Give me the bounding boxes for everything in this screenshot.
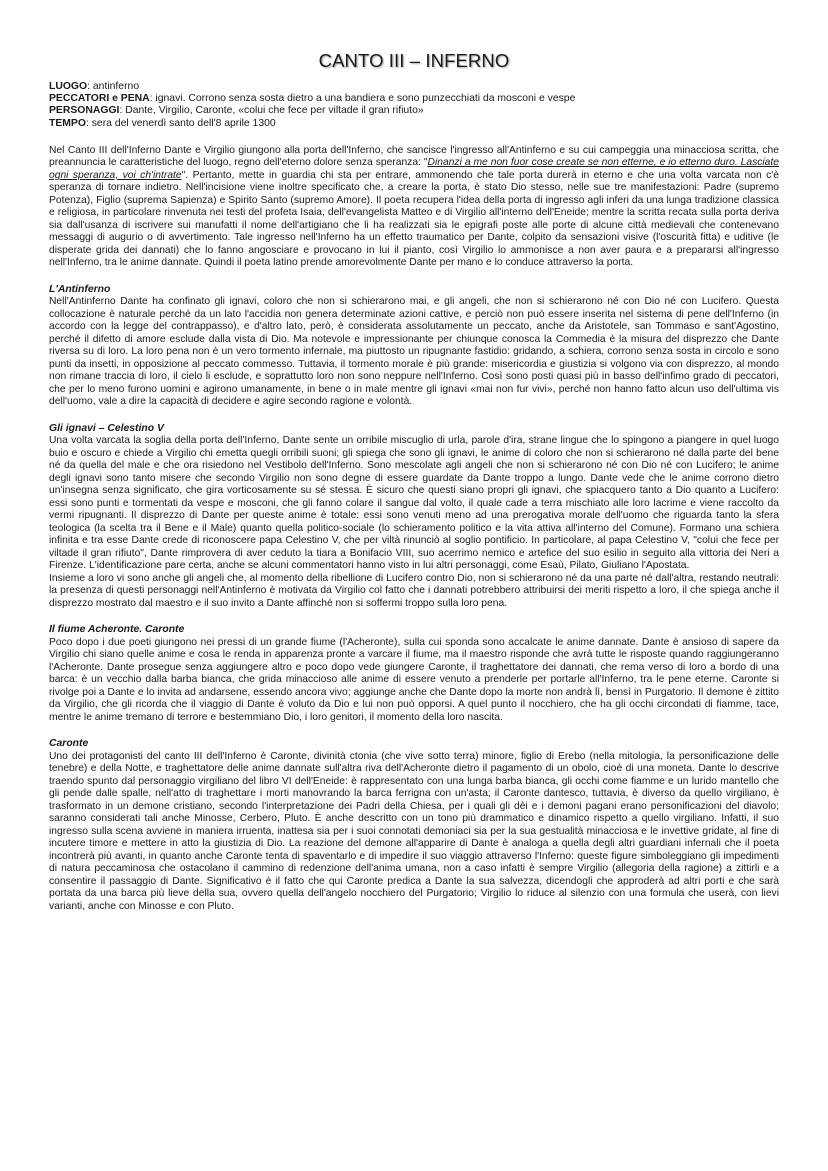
meta-tempo-label: TEMPO bbox=[49, 117, 86, 129]
meta-personaggi-value: : Dante, Virgilio, Caronte, «colui che fece per viltade il gran rifiuto» bbox=[119, 105, 424, 117]
section-paragraph: Uno dei protagonisti del canto III dell'Inferno è Caronte, divinità ctonia (che vive sotto terra) minore, figlio di Erebo (nella mitologia, la personificazione delle tenebre) e della Notte, e traghettatore delle anime dannate sull'altra riva dell'Acheronte dietro il pagamento di un obolo, cioè di una moneta. Dante lo descrive traendo spunto dal personaggio virgiliano del libro VI dell'Eneide: è rappresentato con una lunga barba bianca, gli occhi come fiamme e un lurido mantello che gli pende dalle spalle, nell'atto di traghettare i morti manovrando la barca ferrigna con un'asta; il Caronte dantesco, tuttavia, è diverso da quello virgiliano, è trasformato in un demone cristiano, secondo l'interpretazione dei Padri della Chiesa, per i quali gli dèi e i demoni pagani erano personificazioni del diavolo; saranno considerati tali anche Minosse, Cerbero, Pluto. È anche descritto con un tono più drammatico e dinamico rispetto a quello virgiliano. Infatti, il suo ingresso sulla scena avviene in maniera irruenta, inattesa sia per i suoi connotati demoniaci sia per la sua gestualità minacciosa e le invettive gridate, al fine di incutere timore e mettere in atto la giustizia di Dio. La reazione del demone all'apparire di Dante è analoga a quella degli altri guardiani infernali che il poeta incontrerà più avanti, in quanto anche Caronte tenta di spaventarlo e di impedire il suo viaggio attraverso l'Inferno: queste figure simboleggiano gli impedimenti di natura peccaminosa che ostacolano il cammino di redenzione dell'anima umana, non a caso infatti è sempre Virgilio (allegoria della ragione) a zittirli e a consentire il passaggio di Dante. Significativo è il fatto che qui Caronte predica a Dante la sua salvezza, dicendogli che approderà ad altri porti e che sarà portata da una barca più lieve della sua, ovvero quella dell'angelo nocchiero del Purgatorio; Virgilio lo riduce al silenzio con una formula che userà, con lievi varianti, anche con Minosse e con Pluto. bbox=[49, 750, 779, 912]
section-paragraph: Insieme a loro vi sono anche gli angeli che, al momento della ribellione di Lucifero contro Dio, non si schierarono né da una parte né dall'altra, restando neutrali: la presenza di questi personaggi nell'Antinferno è motivata da Virgilio col fatto che i dannati potrebbero attribuirsi dei meriti rispetto a loro, il che spiega anche il disprezzo mostrato dal maestro e il suo invito a Dante affinché non si soffermi troppo sulla loro pena. bbox=[49, 572, 779, 609]
meta-luogo-value: : antinferno bbox=[87, 81, 140, 92]
intro-text-before: Nel Canto III dell'Inferno Dante e Virgilio giungono alla porta dell'Inferno, che sancisce l'ingresso all'Antinferno e su cui campeggia una minacciosa scritta, che preannuncia le caratteristiche del luogo, regno dell'eterno dolore senza speranza: " bbox=[49, 144, 779, 169]
meta-tempo bbox=[49, 118, 779, 130]
meta-peccatori bbox=[49, 93, 779, 105]
meta-luogo-label: LUOGO bbox=[49, 81, 88, 92]
meta-peccatori-label: PECCATORI e PENA bbox=[49, 93, 150, 105]
meta-personaggi bbox=[49, 105, 779, 117]
section-heading: Caronte bbox=[49, 738, 89, 750]
page-title: CANTO III – INFERNO bbox=[318, 50, 510, 71]
document-page bbox=[49, 50, 779, 913]
section-heading: Gli ignavi – Celestino V bbox=[49, 422, 164, 434]
meta-peccatori-value: : ignavi. Corrono senza sosta dietro a una bandiera e sono punzecchiati da mosconi e vespe bbox=[149, 93, 576, 105]
metadata-block bbox=[49, 81, 779, 130]
section-antinferno bbox=[49, 284, 779, 409]
section-acheronte bbox=[49, 624, 779, 724]
section-paragraph: Nell'Antinferno Dante ha confinato gli ignavi, coloro che non si schierarono mai, e gli angeli, che non si schierarono né con Dio né con Lucifero. Questa collocazione è naturale perché da un lato l'accidia non genera determinate azioni cattive, e perciò non può essere inserita nel sistema di pene dell'Inferno (in accordo con la legge del contrappasso), e d'altro lato, però, è considerata assolutamente un peccato, anche da Aristotele, san Tommaso e sant'Agostino, perché il difetto di amore esclude dalla vista di Dio. Ma notevole e impressionante per chiunque conosca la Commedia è la misura del disprezzo che Dante riversa su di loro. La loro pena non è un vero tormento infernale, ma piuttosto un ripugnante fastidio: gridando, a schiera, corrono senza sosta in circolo e sono punti da insetti, in opposizione al peccato commesso. Tuttavia, il tormento morale è più grande: misericordia e giustizia si volgono via con disprezzo, al mondo non rimane traccia di loro, il cielo li esclude, e soprattutto loro non sono neppure nell'Inferno. Così sono posti quasi più in basso dell'infimo grado di peccatori, che per lo meno furono uomini e agirono umanamente, in bene o in male mentre gli ignavi «mai non fur vivi», perché non hanno fatto alcun uso dell'ultima vis dell'uomo, vale a dire la capacità di decidere e agire secondo ragione e volontà. bbox=[49, 296, 779, 408]
meta-luogo bbox=[49, 81, 779, 93]
meta-personaggi-label: PERSONAGGI bbox=[49, 105, 120, 117]
meta-tempo-value: : sera del venerdì santo dell'8 aprile 1300 bbox=[85, 117, 276, 129]
section-caronte bbox=[49, 738, 779, 913]
inscription-quote: Dinanzi a me non fuor cose create se non etterne, e io etterno duro. Lasciate ogni speranza, voi ch'intrate bbox=[49, 157, 779, 181]
section-paragraph: Poco dopo i due poeti giungono nei pressi di un grande fiume (l'Acheronte), sulla cui sponda sono accalcate le anime dannate. Dante è ansioso di sapere da Virgilio chi siano quelle anime e cosa le renda in apparenza pronte a varcare il fiume, ma il maestro risponde che avrà tutte le risposte quando raggiungeranno l'Acheronte. Dante prosegue senza aggiungere altro e poco dopo vede giungere Caronte, il traghettatore dei dannati, che rema verso di loro a bordo di una barca: è un vecchio dalla barba bianca, che grida minaccioso alle anime di essere venuto a prenderle per portarle all'Inferno, tra le pene eterne. Caronte si rivolge poi a Dante e lo invita ad andarsene, essendo ancora vivo; aggiunge anche che Dante dopo la morte non andrà lì, bensì in Purgatorio. Il demone è zittito da Virgilio, che gli ricorda che il viaggio di Dante è voluto da Dio e lui non può opporsi. A quel punto il nocchiero, che ha gli occhi circondati di fiamme, tace, mentre le anime tremano di terrore e bestemmiano Dio, i loro genitori, il momento della loro nascita. bbox=[49, 636, 779, 723]
section-heading: Il fiume Acheronte. Caronte bbox=[49, 624, 185, 636]
intro-paragraph bbox=[49, 145, 779, 270]
section-ignavi bbox=[49, 423, 779, 611]
section-heading: L'Antinferno bbox=[49, 283, 111, 295]
intro-text-after: ". Pertanto, mette in guardia chi sta per entrare, ammonendo che tale porta durerà in eterno e che una volta varcata non c'è speranza di tornare indietro. Nell'incisione viene inoltre specificato che, a creare la porta, è stato Dio stesso, nelle sue tre manifestazioni: Padre (supremo Potenza), Figlio (suprema Sapienza) e Spirito Santo (supremo Amore). Il poeta recupera l'idea della porta di ingresso agli inferi da una lunga tradizione classica e religiosa, in particolare rinvenuta nei testi del profeta Isaia, dell'evangelista Matteo e di Virgilio all'interno dell'Eneide; mentre la scritta recata sulla porta deriva sia dall'usanza di iscrivere sui manufatti il nome dell'artigiano che li ha realizzati sia le epigrafi poste alle porte di alcune città medievali che contenevano messaggi di augurio o di avvertimento. Tale ingresso nell'Inferno ha un effetto traumatico per Dante, colpito da sensazioni visive (l'oscurità fitta) e uditive (le disperate grida dei dannati) che lo fanno angosciare e provocano in lui il pianto, così Virgilio lo ammonisce a non aver paura e a prepararsi all'ingresso nell'Inferno, tra le anime dannate. Quindi il poeta latino prende amorevolmente Dante per mano e lo conduce attraverso la porta. bbox=[49, 169, 779, 269]
section-paragraph: Una volta varcata la soglia della porta dell'Inferno, Dante sente un orribile miscuglio di urla, parole d'ira, strane lingue che lo spingono a piangere in quel luogo buio e oscuro e chiede a Virgilio chi emetta quegli orribili suoni; gli spiega che sono gli ignavi, le anime di coloro che non si schierarono né dalla parte del bene né da quella del male e che ora risiedono nel Vestibolo dell'Inferno. Sono mescolate agli angeli che non si schierarono né con Dio né con Lucifero; le anime degli ignavi sono tanto misere che secondo Virgilio non sono degne di essere guardate da Dante troppo a lungo. Dante vede che le anime corrono dietro un'insegna senza significato, che gira vorticosamente su sé stessa. È sicuro che questi siano propri gli ignavi, che spiacquero tanto a Dio quanto a Lucifero: essi sono punti e tormentati da vespe e mosconi, che gli fanno colare il sangue dal volto, il quale cade a terra mischiato alle loro lacrime e viene raccolto da vermi ripugnanti. Il disprezzo di Dante per queste anime è totale: essi sono venuti meno ad una prerogativa morale dell'uomo che riguarda tanto la sfera teologica (la scelta tra il Bene e il Male) quanto quella politico-sociale (lo schieramento politico e la vita attiva all'interno del Comune). Formano una schiera infinita e tra esse Dante crede di riconoscere papa Celestino V, che per viltà rinunciò al soglio pontificio. In particolare, al papa Celestino V, "colui che fece per viltade il gran rifiuto", Dante rimprovera di aver ceduto la tiara a Bonifacio VIII, suo acerrimo nemico e artefice del suo esilio in seguito alla vittoria dei Neri a Firenze. L'identificazione pare certa, anche se alcuni commentatori hanno visto in lui altri personaggi, come Esaù, Pilato, Giuliano l'Apostata. bbox=[49, 435, 779, 572]
